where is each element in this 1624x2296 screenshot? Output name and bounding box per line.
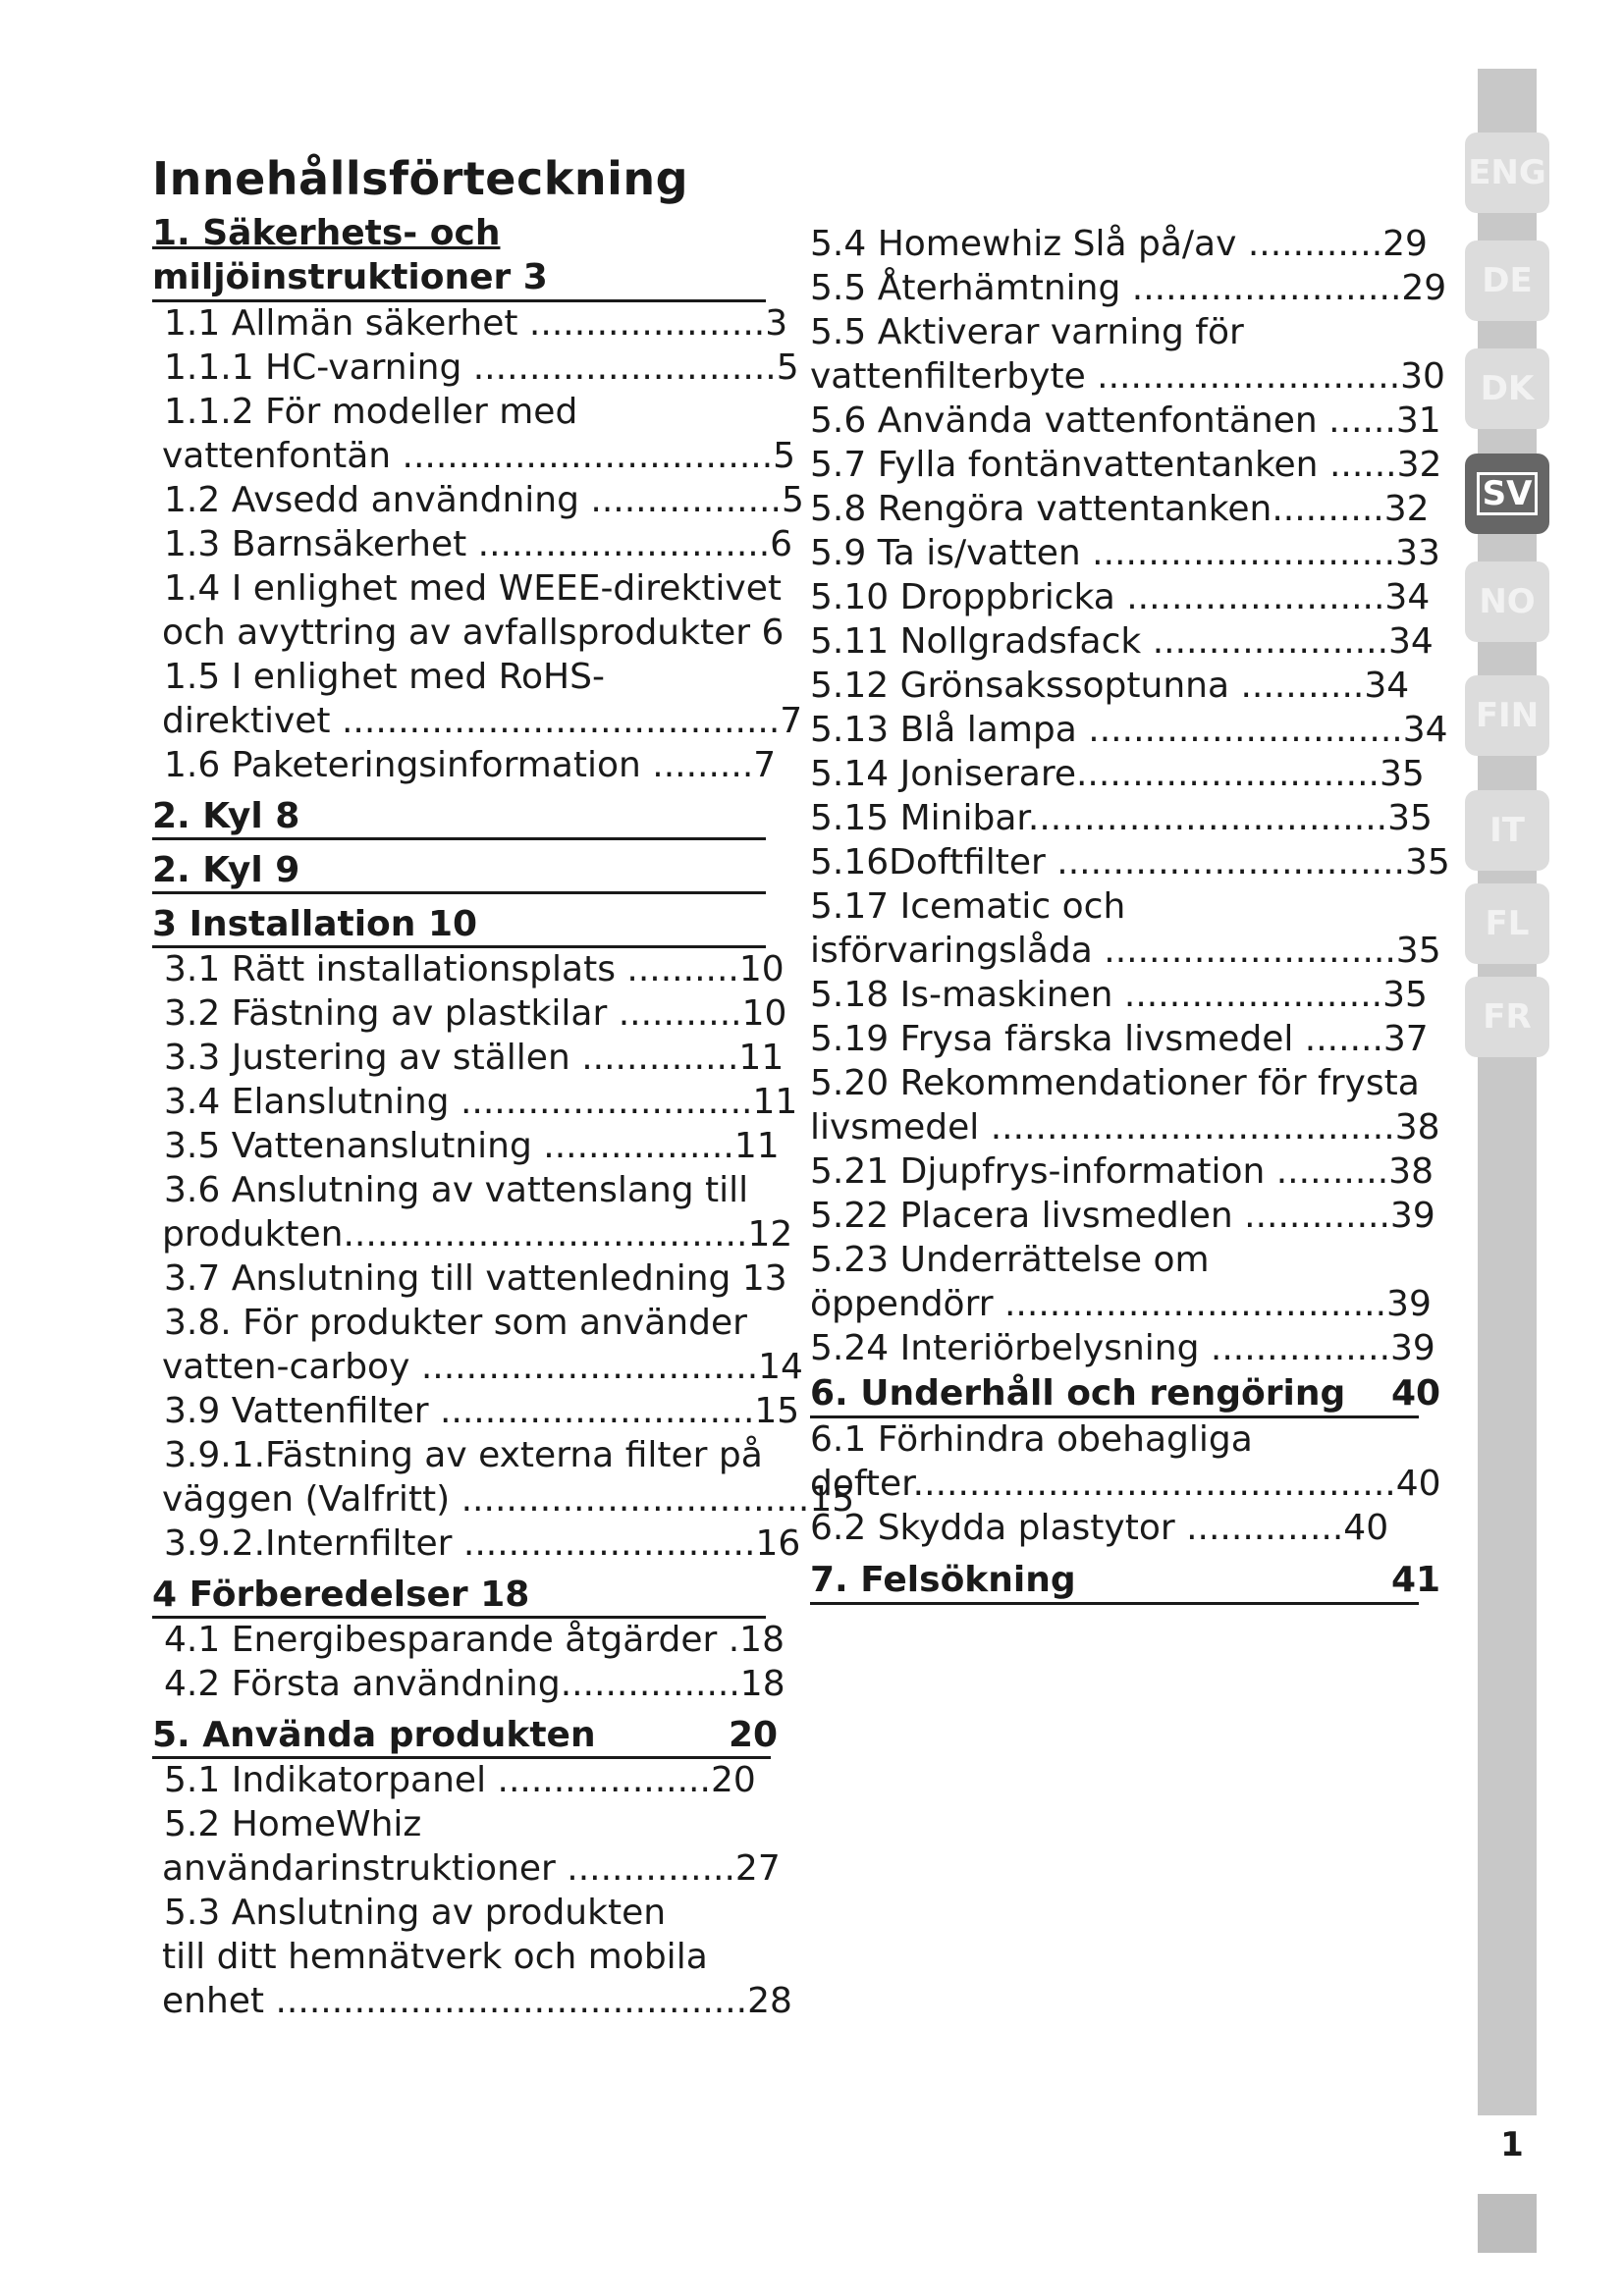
tab-no[interactable]: NO [1465,561,1549,642]
toc-entry[interactable]: 3.6 Anslutning av vattenslang till [164,1170,749,1210]
toc-entry[interactable]: 5.5 Aktiverar varning för [810,312,1244,352]
toc-entry[interactable]: 5.22 Placera livsmedlen .............39 [810,1196,1435,1236]
tab-it[interactable]: IT [1465,790,1549,871]
toc-heading-6[interactable]: 6. Underhåll och rengöring [810,1373,1346,1414]
page-number: 1 [1500,2125,1524,2164]
toc-entry[interactable]: 6.1 Förhindra obehagliga [810,1419,1253,1460]
tab-sv[interactable]: SV [1465,454,1549,534]
toc-entry[interactable]: 3.9.1.Fästning av externa filter på [164,1435,763,1475]
toc-heading-1[interactable]: 1. Säkerhets- och [152,213,501,253]
tab-de[interactable]: DE [1465,240,1549,321]
footer-block [1478,2194,1537,2253]
toc-entry[interactable]: 3.8. För produkter som använder [164,1303,747,1343]
toc-entry[interactable]: 3.5 Vattenanslutning .................11 [164,1126,780,1166]
toc-entry[interactable]: 5.4 Homewhiz Slå på/av ............29 [810,224,1428,264]
toc-entry[interactable]: 5.17 Icematic och [810,886,1126,927]
divider [810,1602,1419,1605]
toc-entry[interactable]: väggen (Valfritt) ...............................15 [162,1479,855,1520]
toc-heading-1-cont[interactable]: miljöinstruktioner 3 [152,257,548,297]
toc-entry[interactable]: 1.4 I enlighet med WEEE-direktivet [164,568,782,609]
divider [152,837,766,840]
toc-heading-7[interactable]: 7. Felsökning [810,1560,1076,1600]
toc-entry[interactable]: 4.1 Energibesparande åtgärder .18 [164,1620,785,1660]
toc-heading-2b[interactable]: 2. Kyl 9 [152,850,300,890]
toc-entry[interactable]: vattenfilterbyte ...........................30 [810,356,1445,397]
toc-entry[interactable]: 5.9 Ta is/vatten ...........................33 [810,533,1440,573]
toc-entry[interactable]: 3.1 Rätt installationsplats ..........10 [164,949,785,989]
toc-entry[interactable]: livsmedel ....................................38 [810,1107,1440,1148]
toc-entry[interactable]: 5.8 Rengöra vattentanken..........32 [810,489,1430,529]
toc-entry[interactable]: 3.9 Vattenfilter ............................15 [164,1391,800,1431]
tab-fr[interactable]: FR [1465,977,1549,1057]
toc-heading-3[interactable]: 3 Installation 10 [152,904,478,944]
page-title: Innehållsförteckning [152,152,689,205]
toc-entry[interactable]: 3.2 Fästning av plastkilar ...........10 [164,993,787,1034]
tab-fl[interactable]: FL [1465,883,1549,964]
tab-dk[interactable]: DK [1465,348,1549,429]
tab-eng[interactable]: ENG [1465,133,1549,213]
toc-entry[interactable]: 1.3 Barnsäkerhet ..........................6 [164,524,793,564]
toc-heading-5[interactable]: 5. Använda produkten [152,1715,596,1755]
toc-entry[interactable]: 5.7 Fylla fontänvattentanken ......32 [810,445,1442,485]
toc-entry[interactable]: 3.3 Justering av ställen ..............11 [164,1038,785,1078]
toc-entry[interactable]: 1.2 Avsedd användning .................5 [164,480,804,520]
toc-entry[interactable]: 1.1 Allmän säkerhet .....................3 [164,303,788,344]
toc-entry[interactable]: 3.4 Elanslutning ..........................11 [164,1082,798,1122]
toc-entry[interactable]: och avyttring av avfallsprodukter 6 [162,613,785,653]
toc-entry[interactable]: 1.1.1 HC-varning ...........................5 [164,347,799,388]
toc-entry[interactable]: 5.13 Blå lampa ............................34 [810,710,1448,750]
toc-entry[interactable]: 5.20 Rekommendationer för frysta [810,1063,1420,1103]
toc-entry[interactable]: isförvaringslåda ..........................35 [810,931,1441,971]
divider [152,891,766,894]
toc-heading-4[interactable]: 4 Förberedelser 18 [152,1575,530,1615]
toc-entry[interactable]: 5.1 Indikatorpanel ...................20 [164,1760,756,1800]
toc-entry[interactable]: vatten-carboy ..............................14 [162,1347,803,1387]
toc-entry[interactable]: direktivet .......................................7 [162,701,803,741]
toc-entry[interactable]: 5.6 Använda vattenfontänen ......31 [810,400,1441,441]
toc-entry[interactable]: 3.9.2.Internfilter ..........................16 [164,1523,801,1564]
toc-entry[interactable]: 5.19 Frysa färska livsmedel .......37 [810,1019,1429,1059]
toc-heading-5-page: 20 [729,1715,779,1755]
toc-entry[interactable]: 4.2 Första användning................18 [164,1664,785,1704]
toc-entry[interactable]: öppendörr ..................................39 [810,1284,1432,1324]
toc-entry[interactable]: användarinstruktioner ...............27 [162,1848,781,1889]
toc-entry[interactable]: 5.16Doftfilter ...............................35 [810,842,1450,882]
toc-entry[interactable]: dofter...........................................40 [810,1464,1441,1504]
toc-heading-6-page: 40 [1391,1373,1441,1414]
toc-entry[interactable]: produkten....................................12 [162,1214,793,1255]
toc-entry[interactable]: till ditt hemnätverk och mobila [162,1937,708,1977]
toc-heading-7-page: 41 [1391,1560,1441,1600]
toc-entry[interactable]: 5.11 Nollgradsfack .....................34 [810,621,1434,662]
toc-entry[interactable]: 5.12 Grönsakssoptunna ...........34 [810,666,1410,706]
toc-entry[interactable]: enhet ..........................................28 [162,1981,792,2021]
toc-entry[interactable]: 5.24 Interiörbelysning ................39 [810,1328,1435,1368]
toc-entry[interactable]: 1.6 Paketeringsinformation .........7 [164,745,777,785]
toc-entry[interactable]: 5.23 Underrättelse om [810,1240,1210,1280]
toc-entry[interactable]: 6.2 Skydda plastytor ..............40 [810,1508,1389,1548]
tab-fin[interactable]: FIN [1465,675,1549,756]
toc-entry[interactable]: vattenfontän .................................5 [162,436,796,476]
toc-entry[interactable]: 5.14 Joniserare...........................35 [810,754,1425,794]
toc-entry[interactable]: 5.21 Djupfrys-information ..........38 [810,1151,1434,1192]
toc-entry[interactable]: 5.2 HomeWhiz [164,1804,422,1844]
toc-entry[interactable]: 5.18 Is-maskinen .......................35 [810,975,1428,1015]
toc-entry[interactable]: 3.7 Anslutning till vattenledning 13 [164,1258,787,1299]
toc-entry[interactable]: 5.5 Återhämtning ........................29 [810,268,1447,308]
toc-entry[interactable]: 5.3 Anslutning av produkten [164,1893,667,1933]
toc-entry[interactable]: 1.1.2 För modeller med [164,392,578,432]
toc-heading-2a[interactable]: 2. Kyl 8 [152,796,300,836]
toc-entry[interactable]: 5.15 Minibar................................35 [810,798,1433,838]
toc-entry[interactable]: 1.5 I enlighet med RoHS- [164,657,605,697]
toc-entry[interactable]: 5.10 Droppbricka .......................34 [810,577,1431,617]
